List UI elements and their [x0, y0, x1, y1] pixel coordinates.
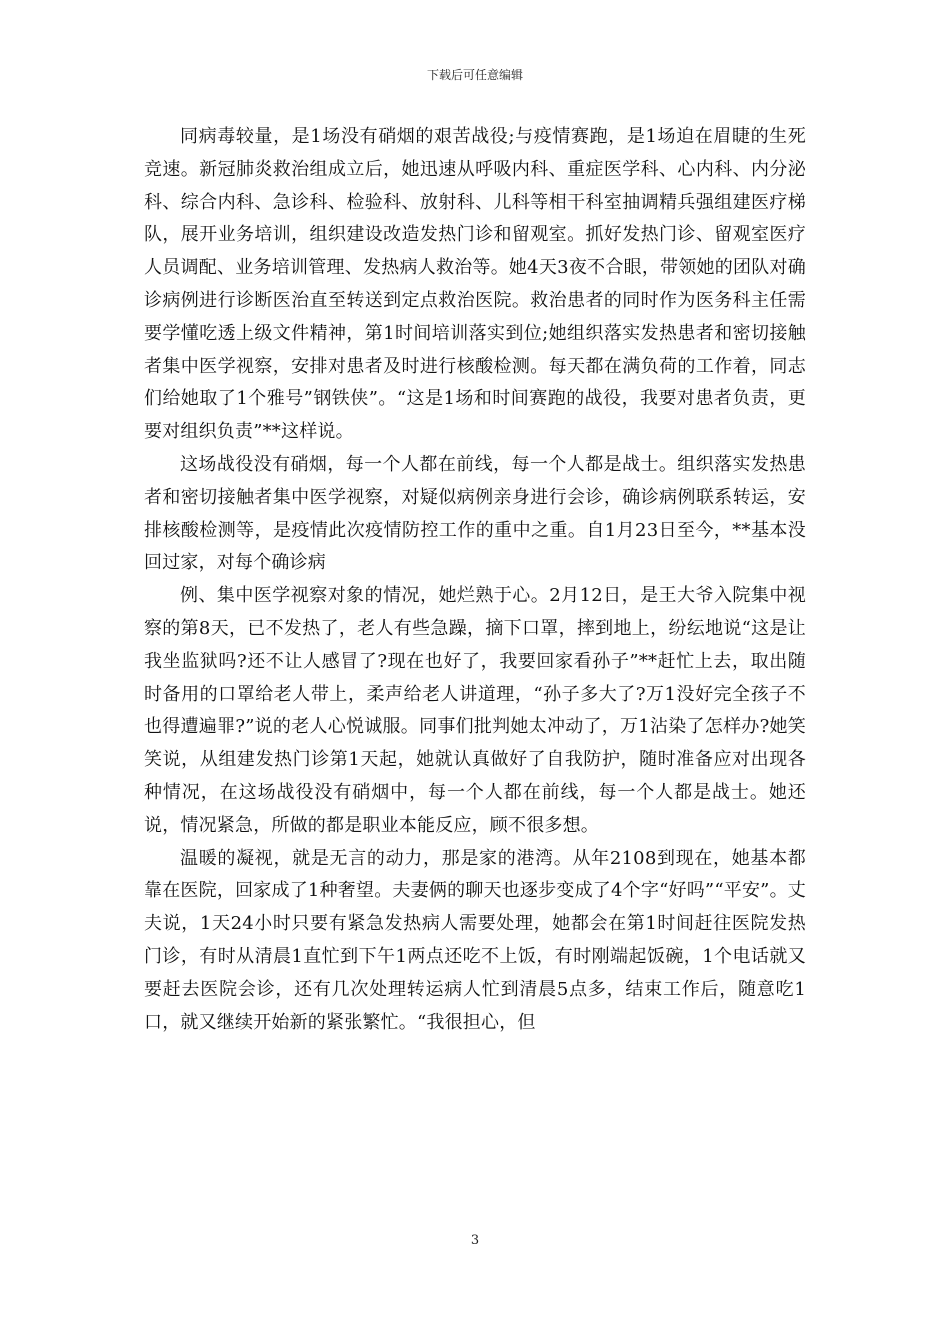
page-number: 3	[470, 1233, 480, 1248]
paragraph-1: 同病毒较量，是1场没有硝烟的艰苦战役;与疫情赛跑，是1场迫在眉睫的生死竞速。新冠肺炎救治组成立后，她迅速从呼吸内科、重症医学科、心内科、内分泌科、综合内科、急诊科、检验科、放射科、儿科等相干科室抽调精兵强组建医疗梯队，展开业务培训，组织建设改造发热门诊和留观室。抓好发热门诊、留观室医疗人员调配、业务培训管理、发热病人救治等。她4天3夜不合眼，带领她的团队对确诊病例进行诊断医治直至转送到定点救治医院。救治患者的同时作为医务科主任需要学懂吃透上级文件精神，第1时间培训落实到位;她组织落实发热患者和密切接触者集中医学视察，安排对患者及时进行核酸检测。每天都在满负荷的工作着，同志们给她取了1个雅号”钢铁侠”。“这是1场和时间赛跑的战役，我要对患者负责，更要对组织负责”**这样说。	[144, 126, 806, 443]
document-body	[144, 121, 806, 1039]
paragraph-3: 例、集中医学视察对象的情况，她烂熟于心。2月12日，是王大爷入院集中视察的第8天，已不发热了，老人有些急躁，摘下口罩，摔到地上，纷纭地说“这是让我坐监狱吗?还不让人感冒了?现在也好了，我要回家看孙子”**赶忙上去，取出随时备用的口罩给老人带上，柔声给老人讲道理，“孙子多大了?万1没好完全孩子不也得遭遍罪?”说的老人心悦诚服。同事们批判她太冲动了，万1沾染了怎样办?她笑笑说，从组建发热门诊第1天起，她就认真做好了自我防护，随时准备应对出现各种情况，在这场战役没有硝烟中，每一个人都在前线，每一个人都是战士。她还说，情况紧急，所做的都是职业本能反应，顾不很多想。	[144, 585, 806, 836]
paragraph-2: 这场战役没有硝烟，每一个人都在前线，每一个人都是战士。组织落实发热患者和密切接触者集中医学视察，对疑似病例亲身进行会诊，确诊病例联系转运，安排核酸检测等，是疫情此次疫情防控工作的重中之重。自1月23日至今，**基本没回过家，对每个确诊病	[144, 453, 806, 574]
page-header: 下载后可任意编辑	[426, 68, 523, 82]
paragraph-4: 温暖的凝视，就是无言的动力，那是家的港湾。从年2108到现在，她基本都靠在医院，回家成了1种奢望。夫妻俩的聊天也逐步变成了4个字“好吗”“平安”。丈夫说，1天24小时只要有紧急发热病人需要处理，她都会在第1时间赶往医院发热门诊，有时从清晨1直忙到下午1两点还吃不上饭，有时刚端起饭碗，1个电话就又要赶去医院会诊，还有几次处理转运病人忙到清晨5点多，结束工作后，随意吃1口，就又继续开始新的紧张繁忙。“我很担心，但	[144, 847, 806, 1033]
